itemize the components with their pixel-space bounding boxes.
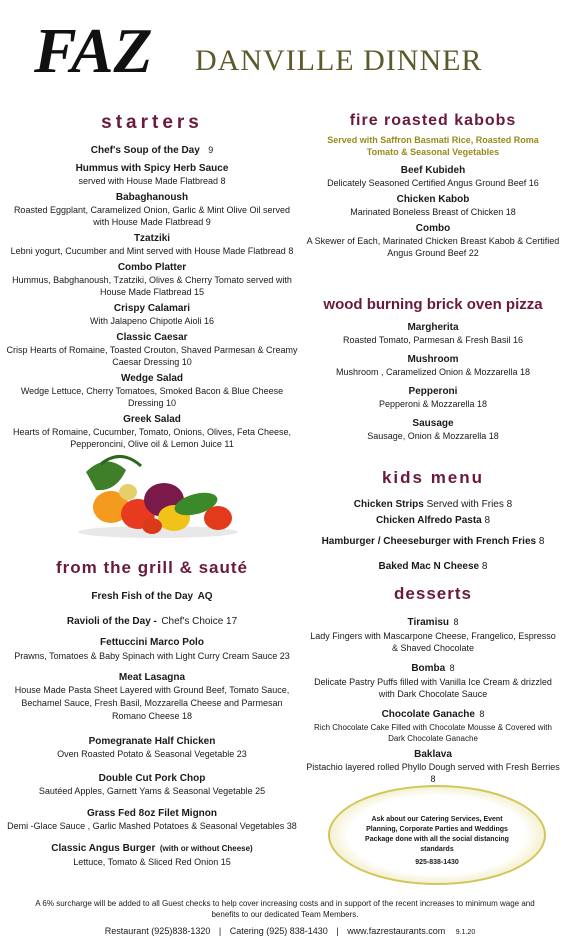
desserts-section <box>306 584 560 808</box>
menu-item: Chef's Soup of the Day 9 <box>90 145 214 156</box>
restaurant-phone: Restaurant (925)838-1320 <box>104 926 211 936</box>
menu-item: Combo Platter Hummus, Babghanoush, Tzatziki, Olives & Cherry Tomato served with House Made Flatbread 15 <box>12 262 292 297</box>
page-title: DANVILLE DINNER <box>195 44 483 77</box>
menu-item: Mushroom Mushroom , Caramelized Onion & Mozzarella 18 <box>335 354 531 377</box>
menu-item: Ravioli of the Day - Chef's Choice 17 <box>66 616 238 627</box>
menu-item: Hamburger / Cheeseburger with French Fries 8 <box>321 536 545 547</box>
grill-section <box>6 558 298 868</box>
svg-text:FAZ: FAZ <box>34 15 153 86</box>
catering-phone-footer: Catering (925) 838-1430 <box>229 926 328 936</box>
surcharge-note: A 6% surcharge will be added to all Guest checks to help cover increasing costs and in support of the recent increases to minimum wage and benefits to our dedicated Team Members. <box>35 899 535 919</box>
contact-line: Restaurant (925)838-1320 | Catering (925) 838-1430 | www.fazrestaurants.com 9.1.20 <box>104 926 476 936</box>
menu-item: Meat Lasagna House Made Pasta Sheet Layered with Ground Beef, Tomato Sauce, Bechamel Sauce, Fresh Basil, Mozzarella Cheese and Parmesan Romano Cheese 18 <box>14 672 290 721</box>
menu-item: Fresh Fish of the Day AQ <box>91 591 213 602</box>
kids-heading: kids menu <box>381 468 485 487</box>
kabobs-subtitle: Served with Saffron Basmati Rice, Roasted Roma Tomato & Seasonal Vegetables <box>327 135 539 157</box>
menu-item: Classic Caesar Crisp Hearts of Romaine, Toasted Crouton, Shaved Parmesan & Creamy Caesar Dressing 10 <box>6 332 298 367</box>
menu-item: Baked Mac N Cheese 8 <box>378 561 488 572</box>
catering-badge <box>328 785 546 885</box>
grill-heading: from the grill & sauté <box>55 558 249 577</box>
menu-item: Chicken Alfredo Pasta 8 <box>375 515 491 526</box>
menu-item: Tzatziki Lebni yogurt, Cucumber and Mint served with House Made Flatbread 8 <box>10 233 294 256</box>
menu-item: Hummus with Spicy Herb Sauce served with House Made Flatbread 8 <box>75 163 229 186</box>
menu-item: Margherita Roasted Tomato, Parmesan & Fresh Basil 16 <box>343 322 523 345</box>
menu-item: Sausage Sausage, Onion & Mozzarella 18 <box>367 418 499 441</box>
menu-item: Tiramisu 8 Lady Fingers with Mascarpone Cheese, Frangelico, Espresso & Shaved Chocolate <box>310 617 556 653</box>
menu-item: Baklava Pistachio layered rolled Phyllo Dough served with Fresh Berries 8 <box>306 749 560 784</box>
menu-item: Chocolate Ganache 8 Rich Chocolate Cake Filled with Chocolate Mousse & Covered with Dark Chocolate Ganache <box>314 709 552 743</box>
kabobs-heading: fire roasted kabobs <box>349 112 517 129</box>
pizza-section <box>306 296 560 442</box>
pizza-heading: wood burning brick oven pizza <box>323 296 543 313</box>
menu-item: Classic Angus Burger (with or without Cheese) Lettuce, Tomato & Sliced Red Onion 15 <box>51 843 253 867</box>
menu-item: Combo A Skewer of Each, Marinated Chicken Breast Kabob & Certified Angus Ground Beef 22 <box>306 223 560 258</box>
print-code: 9.1.20 <box>455 929 476 936</box>
menu-item: Wedge Salad Wedge Lettuce, Cherry Tomatoes, Smoked Bacon & Blue Cheese Dressing 10 <box>20 373 284 408</box>
menu-item: Crispy Calamari With Jalapeno Chipotle Aioli 16 <box>89 303 215 326</box>
kids-section <box>306 468 560 573</box>
vegetables-image <box>66 452 251 540</box>
menu-item: Bomba 8 Delicate Pastry Puffs filled with Vanilla Ice Cream & drizzled with Dark Chocolate Sauce <box>314 663 552 699</box>
menu-item: Pomegranate Half Chicken Oven Roasted Potato & Seasonal Vegetable 23 <box>57 736 247 759</box>
menu-item: Chicken Kabob Marinated Boneless Breast of Chicken 18 <box>350 194 516 217</box>
menu-item: Fettuccini Marco Polo Prawns, Tomatoes & Baby Spinach with Light Curry Cream Sauce 23 <box>14 637 290 661</box>
menu-item: Grass Fed 8oz Filet Mignon Demi -Glace Sauce , Garlic Mashed Potatoes & Seasonal Vegetables 38 <box>7 808 297 831</box>
menu-item: Babaghanoush Roasted Eggplant, Caramelized Onion, Garlic & Mint Olive Oil served with House Made Flatbread 9 <box>13 192 291 227</box>
faz-logo <box>30 10 180 90</box>
catering-text: Ask about our Catering Services, Event Planning, Corporate Parties and Weddings Package done with all the social distancing standards <box>365 816 509 853</box>
menu-item: Beef Kubideh Delicately Seasoned Certified Angus Ground Beef 16 <box>327 165 539 188</box>
desserts-heading: desserts <box>394 584 472 603</box>
catering-phone: 925-838-1430 <box>415 859 459 866</box>
menu-item: Greek Salad Hearts of Romaine, Cucumber, Tomato, Onions, Olives, Feta Cheese, Pepperoncini, Olive oil & Lemon Juice 11 <box>13 414 291 449</box>
menu-item: Chicken Strips Served with Fries 8 <box>353 499 513 510</box>
starters-heading: starters <box>101 112 203 133</box>
menu-item: Pepperoni Pepperoni & Mozzarella 18 <box>378 386 488 409</box>
starters-section <box>6 112 298 454</box>
kabobs-section <box>306 112 560 263</box>
menu-item: Double Cut Pork Chop Sautéed Apples, Garnett Yams & Seasonal Vegetable 25 <box>38 773 266 796</box>
website-link[interactable]: www.fazrestaurants.com <box>347 926 446 936</box>
